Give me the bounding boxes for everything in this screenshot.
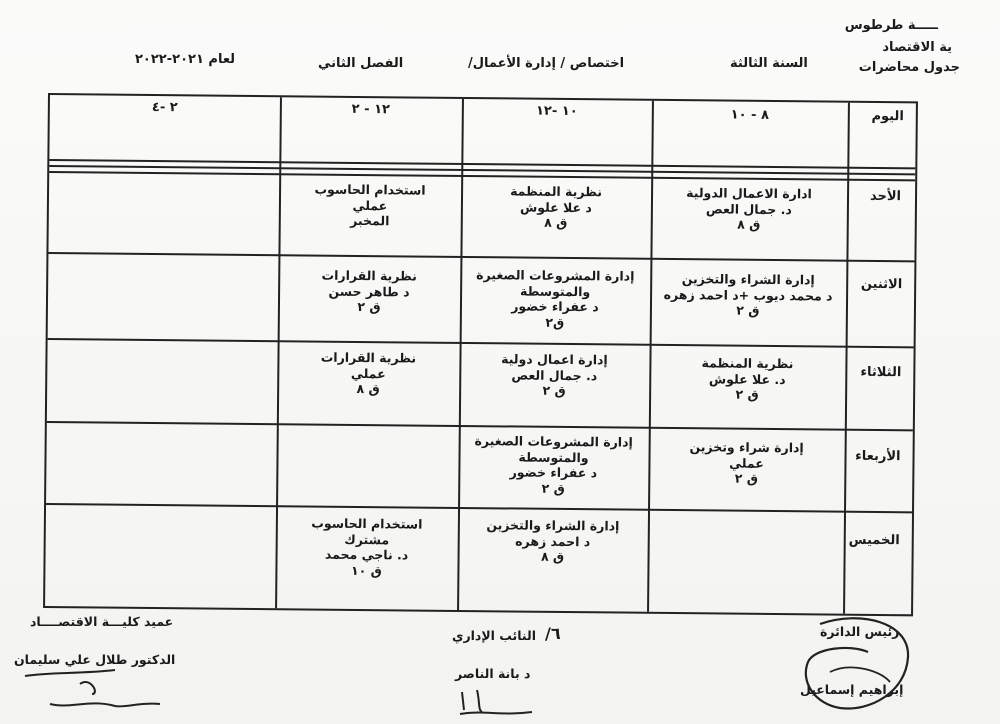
year-label: السنة الثالثة (730, 56, 808, 71)
schedule-table (43, 93, 918, 616)
room: ق ١٠ (350, 562, 382, 578)
department-head-title: رئيس الدائرة (820, 624, 900, 639)
room: ق٢ (545, 314, 565, 330)
lecture-cell (277, 349, 459, 397)
course-name: نظرية المنظمة (701, 355, 794, 372)
instructor: د. جمال العص (705, 200, 792, 217)
lecture-cell (458, 433, 649, 497)
dean-title: عميد كليـــة الاقتصــــاد (30, 614, 174, 629)
room: ق ٢ (734, 470, 758, 486)
day-label: الثلاثاء (860, 364, 902, 381)
deputy-name: د بانة الناصر (455, 666, 531, 681)
room: ق ٨ (544, 214, 568, 230)
time-slot-header: ١٢ - ٢ (351, 101, 391, 118)
course-name: إدارة شراء وتخزين (689, 439, 804, 456)
lecture-cell (460, 267, 651, 331)
specialization-label: اختصاص / إدارة الأعمال/ (468, 56, 625, 71)
course-name: نظرية القرارات (320, 349, 417, 366)
schedule-title: جدول محاضرات (858, 60, 960, 75)
row-divider (48, 338, 914, 348)
course-name: نظرية المنظمة (510, 183, 603, 200)
row-divider (48, 252, 914, 262)
semester-label: الفصل الثاني (318, 56, 404, 71)
day-column-header: اليوم (871, 108, 904, 125)
room: ق ٢ (541, 480, 565, 496)
lecture-cell (458, 517, 648, 565)
course-name: إدارة المشروعات الصغيرة (476, 267, 635, 284)
instructor: د علا علوش (519, 199, 592, 215)
deputy-mark: ٦/ (545, 624, 561, 643)
course-name: إدارة الشراء والتخزين (486, 517, 620, 534)
lecture-cell (651, 185, 847, 233)
room: ق ٨ (737, 216, 761, 232)
room: المخبر (350, 212, 390, 229)
lecture-cell (279, 181, 461, 229)
department-head-signature (790, 612, 920, 717)
instructor: د احمد زهره (515, 533, 591, 549)
academic-year-label: لعام ٢٠٢١-٢٠٢٢ (135, 52, 236, 67)
lecture-cell (649, 355, 845, 403)
room: ق ٢ (735, 386, 759, 402)
instructor: د. علا علوش (708, 370, 786, 387)
department-head-name: إبراهيم إسماعيل (800, 682, 904, 697)
course-name: إدارة المشروعات الصغيرة (474, 433, 633, 450)
room: ق ٢ (542, 382, 566, 398)
time-slot-header: ٢ -٤ (151, 99, 178, 116)
lecture-cell (275, 515, 458, 579)
session-type: عملي (352, 197, 388, 213)
course-name: استخدام الحاسوب (311, 515, 423, 532)
session-type: عملي (729, 455, 764, 471)
deputy-signature (452, 680, 542, 720)
course-name: إدارة اعمال دولية (501, 351, 608, 368)
course-name: نظرية القرارات (321, 267, 418, 284)
day-label: الأحد (869, 188, 902, 205)
instructor: د عفراء خضور (511, 298, 599, 315)
room: ق ٨ (540, 548, 565, 564)
room: ق ٢ (736, 302, 760, 318)
row-divider (46, 503, 912, 513)
course-name-cont: والمتوسطة (519, 283, 591, 299)
session-type: مشترك (344, 531, 390, 547)
dean-name: الدكتور طلال علي سليمان (14, 652, 176, 667)
lecture-cell (461, 183, 651, 231)
instructor: د طاهر حسن (328, 283, 410, 299)
room: ق ٨ (356, 380, 380, 397)
lecture-cell (648, 439, 844, 487)
lecture-cell (278, 267, 460, 315)
instructor: د عفراء خضور (509, 464, 598, 481)
instructor: د محمد ديوب +د احمد زهره (663, 286, 833, 304)
dean-signature (20, 664, 170, 719)
lecture-cell (650, 271, 846, 319)
instructor: د. ناجي محمد (324, 546, 409, 563)
room: ق ٢ (357, 298, 381, 315)
course-name: استخدام الحاسوب (314, 181, 426, 198)
deputy-title: النائب الإداري (452, 628, 536, 643)
day-label: الاثنين (860, 276, 903, 293)
instructor: د. جمال العص (511, 366, 598, 383)
course-name-cont: والمتوسطة (518, 449, 589, 465)
day-label: الأربعاء (855, 448, 901, 465)
day-label: الخميس (848, 532, 900, 549)
time-slot-header: ١٠ -١٢ (535, 103, 578, 120)
session-type: عملي (350, 365, 386, 381)
course-name: ادارة الاعمال الدولية (686, 185, 812, 202)
lecture-cell (459, 351, 649, 399)
university-line: ـــــة طرطوس (844, 18, 938, 33)
row-divider (47, 421, 913, 431)
course-name: إدارة الشراء والتخزين (681, 271, 815, 288)
faculty-line: ية الاقتصاد (882, 40, 952, 55)
time-slot-header: ٨ - ١٠ (730, 107, 770, 123)
